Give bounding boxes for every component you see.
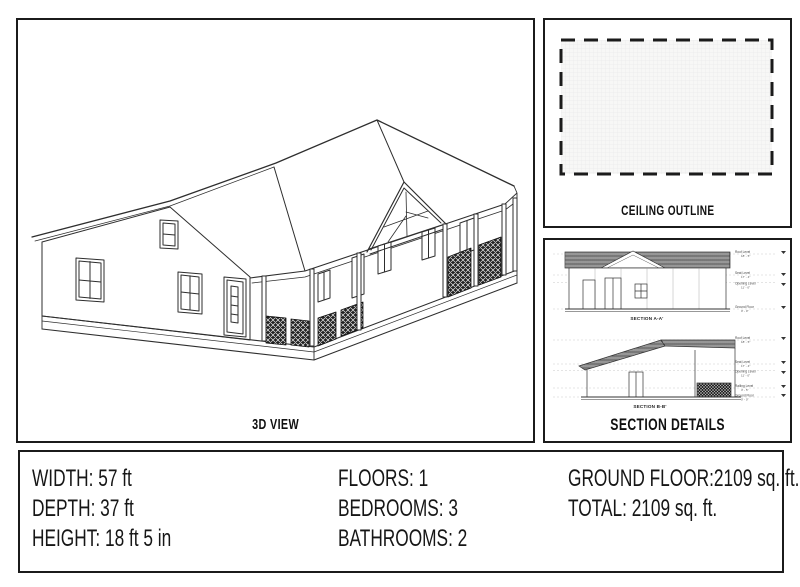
window-left-1 xyxy=(76,258,104,302)
panel-ceiling-outline xyxy=(543,18,792,228)
level-value: 11' - 0" xyxy=(741,373,751,378)
specs-column-areas xyxy=(568,464,800,524)
spec-bathrooms-text: BATHROOMS: 2 xyxy=(338,525,468,552)
ceiling-dashed-outline xyxy=(561,40,772,174)
section-b-drawing xyxy=(553,336,786,409)
level-markers xyxy=(781,337,786,397)
specs-column-dimensions xyxy=(32,464,225,554)
spec-depth-text: DEPTH: 37 ft xyxy=(32,495,134,522)
attic-window xyxy=(160,220,178,249)
window-left-2 xyxy=(178,272,202,314)
view3d-title-text: 3D VIEW xyxy=(252,416,299,433)
spec-bedrooms-text: BEDROOMS: 3 xyxy=(338,495,459,522)
house-3d-drawing xyxy=(18,20,533,441)
level-label: Ground Floor xyxy=(735,305,754,309)
panel-specs xyxy=(18,450,800,573)
level-value: 11' - 0" xyxy=(741,285,751,290)
ceiling-title xyxy=(545,202,790,218)
section-b-levels xyxy=(735,336,786,402)
spec-total-area xyxy=(568,494,800,524)
level-value: 0' - 0" xyxy=(741,397,749,402)
spec-ground-floor-area xyxy=(568,464,800,494)
spec-width xyxy=(32,464,225,494)
view3d-title xyxy=(18,416,533,433)
level-label: Opening Level xyxy=(735,281,756,286)
spec-bathrooms xyxy=(338,524,518,554)
level-label: Railing Level xyxy=(735,384,754,388)
specs-column-rooms xyxy=(338,464,518,554)
spec-bedrooms xyxy=(338,494,518,524)
section-a-levels xyxy=(735,250,786,313)
spec-height xyxy=(32,524,225,554)
ceiling-title-text: CEILING OUTLINE xyxy=(620,202,715,218)
panel-section-details xyxy=(543,238,792,443)
level-value: 3' - 5" xyxy=(741,388,749,392)
spec-total-text: TOTAL: 2109 sq. ft. xyxy=(568,495,718,522)
level-value: 17' - 4" xyxy=(741,364,751,368)
section-b-label: SECTION B-B' xyxy=(633,404,667,409)
panel-3d-view xyxy=(16,18,535,443)
spec-width-text: WIDTH: 57 ft xyxy=(32,465,132,492)
spec-height-text: HEIGHT: 18 ft 5 in xyxy=(32,525,172,552)
level-label: Seat Level xyxy=(735,271,751,275)
front-door xyxy=(224,277,246,337)
level-label: Roof Level xyxy=(735,250,751,254)
level-markers xyxy=(781,251,786,309)
section-a-drawing xyxy=(553,250,786,321)
level-value: 0' - 0" xyxy=(741,309,749,313)
ceiling-outline-drawing xyxy=(545,20,790,226)
level-label: Roof Level xyxy=(735,336,751,340)
level-label: Seat Level xyxy=(735,360,751,364)
spec-ground-floor-text: GROUND FLOOR:2109 sq. ft. xyxy=(568,465,800,492)
level-value: 17' - 4" xyxy=(741,275,751,279)
level-label: Opening Level xyxy=(735,369,756,374)
level-value: 18' - 5" xyxy=(741,254,751,258)
spec-depth xyxy=(32,494,225,524)
section-a-label: SECTION A-A' xyxy=(630,316,664,321)
sections-title-text: SECTION DETAILS xyxy=(610,415,725,434)
spec-floors-text: FLOORS: 1 xyxy=(338,465,429,492)
sections-drawing xyxy=(545,240,790,412)
level-value: 18' - 5" xyxy=(741,340,751,344)
level-label: Ground Floor xyxy=(735,393,754,398)
sections-title xyxy=(545,415,790,435)
spec-floors xyxy=(338,464,518,494)
